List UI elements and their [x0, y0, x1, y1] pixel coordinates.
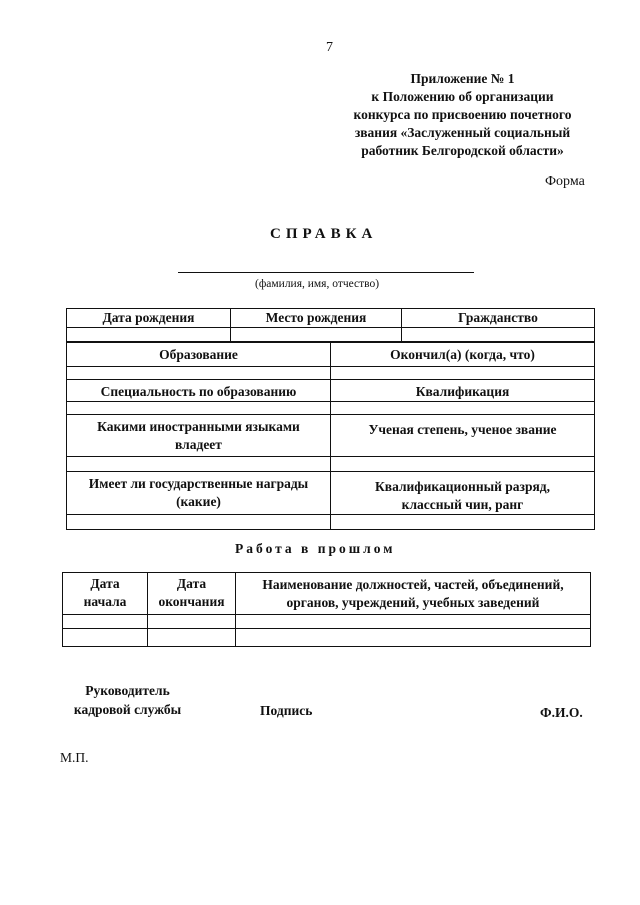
qualification-cell	[331, 402, 595, 415]
education-cell	[67, 367, 331, 380]
awards-cell	[67, 515, 331, 530]
start-date-header: Дата начала	[63, 573, 148, 615]
personal-info-table	[66, 308, 595, 342]
birth-date-cell	[67, 328, 231, 342]
table-row	[236, 629, 591, 647]
form-label: Форма	[545, 174, 585, 189]
citizenship-cell	[402, 328, 595, 342]
specialty-header: Специальность по образованию	[67, 380, 331, 402]
education-table	[66, 342, 595, 530]
position-header: Наименование должностей, частей, объединений, органов, учреждений, учебных заведений	[236, 573, 591, 615]
languages-header: Какими иностранными языками владеет	[67, 415, 331, 457]
degree-cell	[331, 457, 595, 472]
birth-place-header: Место рождения	[231, 309, 402, 328]
work-history-table	[62, 572, 591, 647]
appendix-header	[330, 70, 595, 160]
appendix-line: работник Белгородской области»	[361, 143, 564, 158]
appendix-line: конкурса по присвоению почетного	[353, 107, 572, 122]
degree-header: Ученая степень, ученое звание	[331, 415, 595, 457]
awards-header: Имеет ли государственные награды (какие)	[67, 472, 331, 515]
stamp-label: М.П.	[60, 750, 89, 765]
fio-label: Ф.И.О.	[540, 705, 583, 720]
table-row	[148, 615, 236, 629]
citizenship-header: Гражданство	[402, 309, 595, 328]
graduated-header: Окончил(а) (когда, что)	[331, 343, 595, 367]
rank-cell	[331, 515, 595, 530]
languages-cell	[67, 457, 331, 472]
work-history-title: Работа в прошлом	[235, 541, 396, 556]
end-date-header: Дата окончания	[148, 573, 236, 615]
signature-label: Подпись	[260, 703, 313, 718]
appendix-line: звания «Заслуженный социальный	[354, 125, 571, 140]
rank-header: Квалификационный разряд, классный чин, ранг	[331, 472, 595, 515]
table-row	[148, 629, 236, 647]
document-title: СПРАВКА	[270, 226, 378, 242]
table-row	[63, 629, 148, 647]
birth-date-header: Дата рождения	[67, 309, 231, 328]
appendix-line: к Положению об организации	[371, 89, 554, 104]
qualification-header: Квалификация	[331, 380, 595, 402]
signer-title: Руководитель кадровой службы	[73, 683, 182, 717]
page-number: 7	[326, 40, 333, 55]
table-row	[63, 615, 148, 629]
name-fill-line	[178, 272, 474, 273]
graduated-cell	[331, 367, 595, 380]
table-row	[236, 615, 591, 629]
birth-place-cell	[231, 328, 402, 342]
appendix-line: Приложение № 1	[410, 71, 515, 86]
specialty-cell	[67, 402, 331, 415]
education-header: Образование	[67, 343, 331, 367]
name-caption: (фамилия, имя, отчество)	[255, 278, 380, 290]
